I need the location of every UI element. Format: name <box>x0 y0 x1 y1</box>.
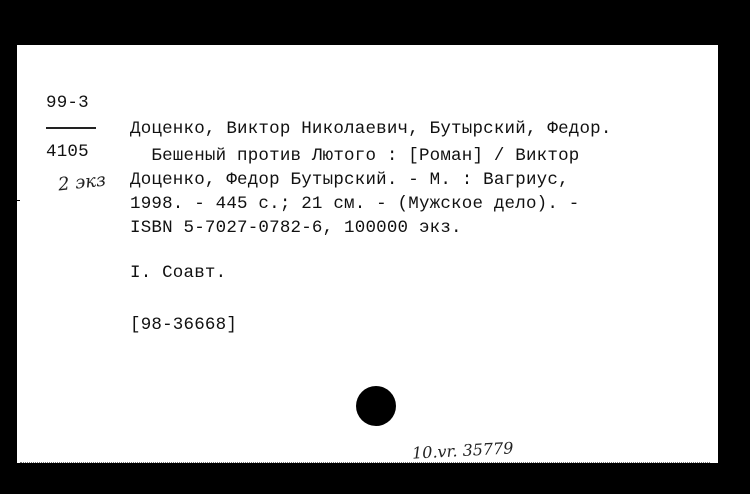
shelf-number: 4105 <box>46 142 89 162</box>
tracing-entry: I. Соавт. <box>130 263 227 283</box>
call-number: 99-3 <box>46 93 89 113</box>
description-line-1: Бешеный против Лютого : [Роман] / Виктор <box>130 146 580 166</box>
author-heading: Доценко, Виктор Николаевич, Бутырский, Федор. <box>130 119 612 139</box>
handwritten-footer-number: 10.vr. 35779 <box>411 438 514 463</box>
punch-hole <box>356 386 396 426</box>
handwritten-copies-mark: 2 экз <box>57 169 107 196</box>
description-line-4: ISBN 5-7027-0782-6, 100000 экз. <box>130 218 462 238</box>
edge-mark <box>17 200 20 201</box>
bottom-dotted-line <box>20 462 710 463</box>
description-line-2: Доценко, Федор Бутырский. - М. : Вагриус, <box>130 170 569 190</box>
description-line-3: 1998. - 445 с.; 21 см. - (Мужское дело). - <box>130 194 580 214</box>
divider-rule <box>46 127 96 129</box>
record-number: [98-36668] <box>130 315 238 335</box>
